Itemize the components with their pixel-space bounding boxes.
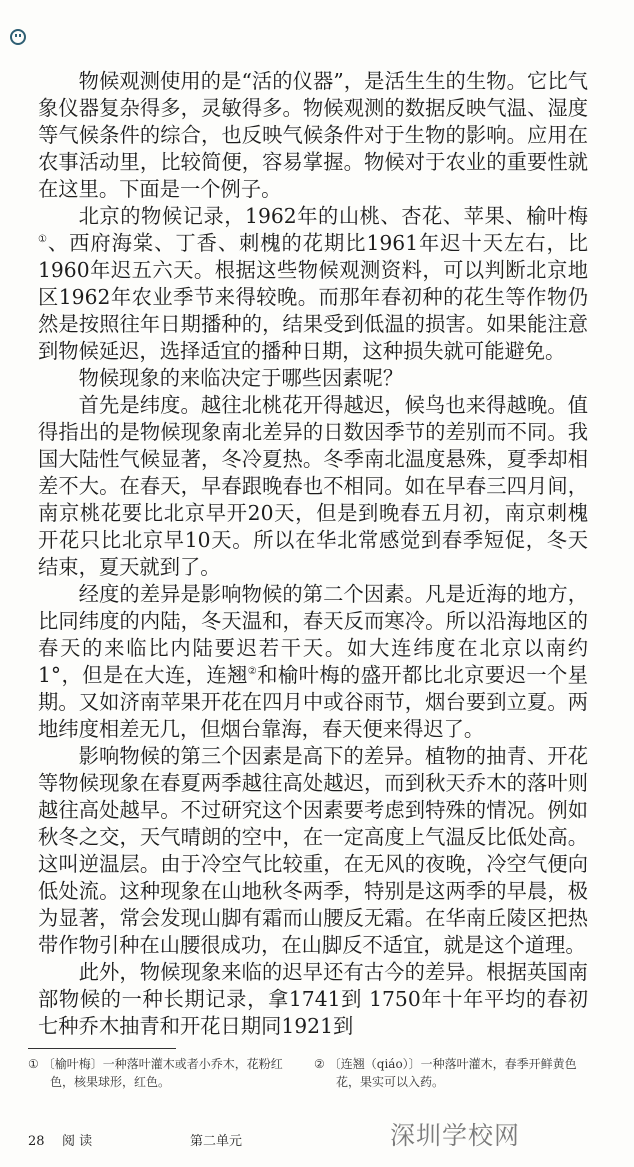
- footnote-term: 〔榆叶梅〕: [42, 1057, 103, 1071]
- footnote-ref[interactable]: ②: [247, 666, 258, 678]
- paragraph: [38, 203, 588, 365]
- paragraph: 此外，物候现象来临的迟早还有古今的差异。根据英国南部物候的一种长期记录，拿1741到 1750年十年平均的春初七种乔木抽青和开花日期同1921到: [38, 960, 588, 1038]
- unit-label: 第二单元: [190, 1134, 243, 1149]
- section-label: 阅 读: [62, 1134, 93, 1149]
- paragraph: 影响物候的第三个因素是高下的差异。植物的抽青、开花等物候现象在春夏两季越往高处越迟，而到秋天乔木的落叶则越往高处越早。不过研究这个因素要考虑到特殊的情况。例如秋冬之交，天气晴朗的空中，在一定高度上气温反比低处高。这叫逆温层。由于冷空气比较重，在无风的夜晚，冷空气便向低处流。这种现象在山地秋冬两季，特别是这两季的早晨，极为显著，常会发现山脚有霜而山腰反无霜。在华南丘陵区把热带作物引种在山腰很成功，在山脚反不适宜，就是这个道理。: [38, 744, 588, 957]
- footnote-text: 一种落叶灌木或者小乔木，花粉红: [102, 1057, 283, 1071]
- paragraph: 首先是纬度。越往北桃花开得越迟，候鸟也来得越晚。值得指出的是物候现象南北差异的日数因季节的差别而不同。我国大陆性气候显著，冬冷夏热。冬季南北温度悬殊，夏季却相差不大。在春天，早春跟晚春也不相同。如在早春三四月间，南京桃花要比北京早开20天，但是到晚春五月初，南京刺槐开花只比北京早10天。所以在华北常感觉到春季短促，冬天结束，夏天就到了。: [38, 393, 588, 579]
- footnote-term: 〔连翘（qiáo）〕: [328, 1057, 421, 1071]
- text: 、西府海棠、丁香、刺槐的花期比1961年迟十天左右，比1960年迟五六天。根据这些物候观测资料，可以判断北京地区1962年农业季节来得较晚。而那年春初种的花生等作物仍然是按照往年日期播种的，结果受到低温的损害。如果能注意到物候延迟，选择适宜的播种日期，这种损失就可能避免。: [38, 231, 588, 363]
- footnote-text-cont: 花，果实可以入药。: [336, 1075, 445, 1089]
- footnote-2: [314, 1055, 588, 1091]
- footnotes: [28, 1055, 588, 1091]
- footnote-ref[interactable]: ①: [38, 234, 48, 246]
- page-header: [0, 0, 634, 68]
- text: 和榆叶梅的盛开都比北京要迟一个星期。又如济南苹果开花在四月中或谷雨节，烟台要到立夏。两地纬度相差无几，但烟台靠海，春天便来得迟了。: [38, 663, 588, 741]
- body-text: [38, 68, 588, 1040]
- watermark: 深圳学校网: [390, 1121, 521, 1150]
- footnote-text-cont: 色，核果球形，红色。: [50, 1075, 171, 1089]
- smiley-icon: [10, 29, 26, 45]
- text: 北京的物候记录，1962年的山桃、杏花、苹果、榆叶梅: [78, 204, 588, 228]
- paragraph: 物候现象的来临决定于哪些因素呢？: [78, 366, 404, 390]
- footnote-divider: [28, 1048, 176, 1049]
- paragraph: 物候观测使用的是“活的仪器”，是活生生的生物。它比气象仪器复杂得多，灵敏得多。物候观测的数据反映气温、湿度等气候条件的综合，也反映气候条件对于生物的影响。应用在农事活动里，比较简便，容易掌握。物候对于农业的重要性就在这里。下面是一个例子。: [38, 69, 588, 201]
- text: 经度的差异是影响物候的第二个因素。凡是近海的地方，比同纬度的内陆，冬天温和，春天反而寒冷。所以沿海地区的春天的来临比内陆要迟若干天。如大连纬度在北京以南约1°，但是在大连，连翘: [38, 582, 588, 687]
- footnote-text: 一种落叶灌木，春季开鲜黄色: [420, 1057, 577, 1071]
- page-number: 28: [28, 1134, 45, 1149]
- footnote-1: [28, 1055, 302, 1091]
- paragraph: [38, 581, 588, 743]
- footnote-mark: ②: [314, 1057, 325, 1071]
- page-footer: [28, 1121, 618, 1151]
- footnote-mark: ①: [28, 1057, 39, 1071]
